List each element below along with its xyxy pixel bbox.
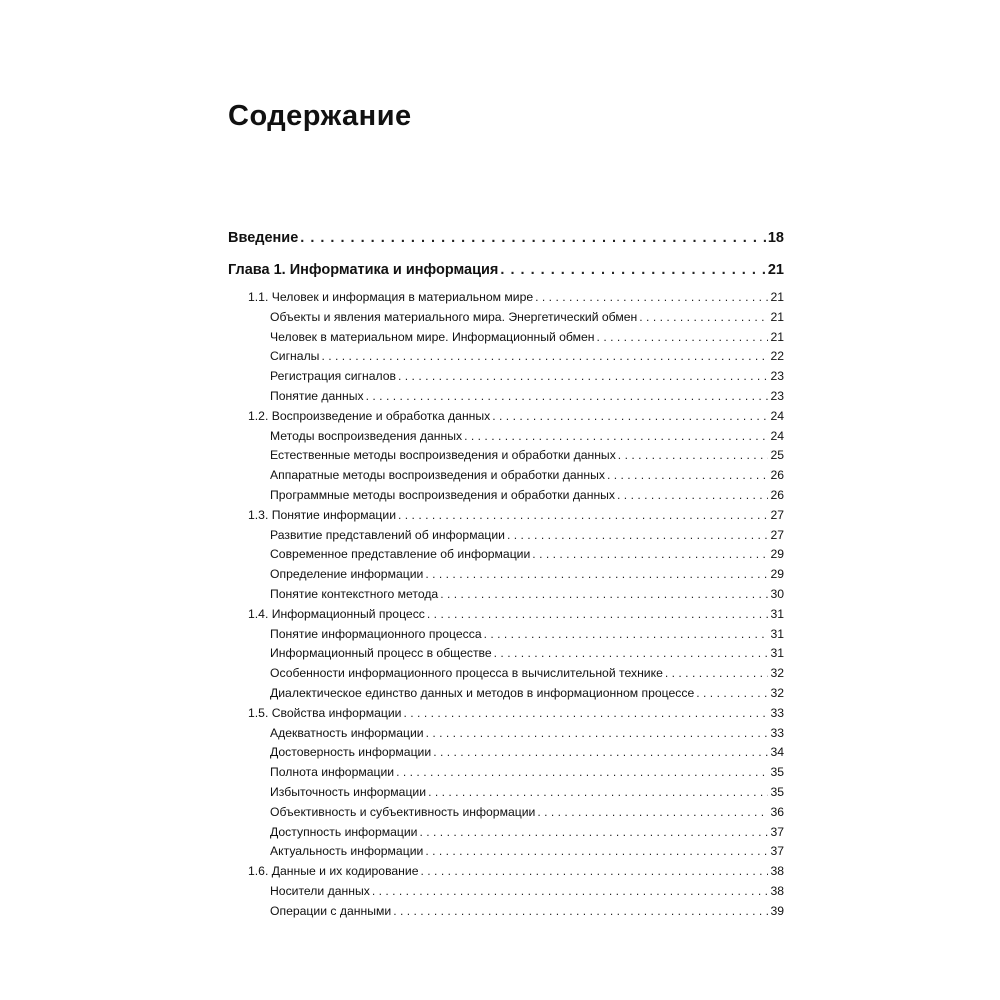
dot-leader	[639, 310, 768, 324]
dot-leader	[532, 547, 768, 561]
toc-entry-page: 21	[770, 329, 784, 344]
toc-entry-page: 18	[767, 230, 784, 246]
toc-subsection-entry[interactable]	[228, 726, 784, 746]
table-of-contents	[228, 230, 784, 924]
dot-leader	[607, 468, 769, 482]
toc-subsection-entry[interactable]	[228, 488, 784, 508]
toc-entry-label: Операции с данными	[270, 903, 392, 918]
dot-leader	[617, 488, 768, 502]
toc-entry-page: 22	[770, 349, 784, 364]
toc-entry-label: Введение	[228, 230, 299, 246]
dot-leader	[366, 389, 769, 403]
toc-entry-introduction[interactable]	[228, 230, 784, 256]
toc-entry-page: 38	[770, 864, 784, 879]
dot-leader	[433, 745, 768, 759]
toc-subsection-entry[interactable]	[228, 369, 784, 389]
toc-entry-page: 25	[770, 448, 784, 463]
toc-entry-label: Аппаратные методы воспроизведения и обработки данных	[270, 468, 605, 483]
toc-entry-label: Человек в материальном мире. Информационный обмен	[270, 329, 595, 344]
toc-subsection-entry[interactable]	[228, 884, 784, 904]
toc-entry-label: Современное представление об информации	[270, 547, 531, 562]
toc-entry-page: 21	[770, 290, 784, 304]
toc-entry-page: 33	[770, 725, 784, 740]
dot-leader	[425, 844, 768, 858]
dot-leader	[300, 230, 766, 246]
toc-section-entry[interactable]	[228, 864, 784, 884]
toc-entry-page: 31	[770, 626, 784, 641]
toc-entry-page: 26	[770, 487, 784, 502]
toc-subsection-entry[interactable]	[228, 330, 784, 350]
toc-entries-list	[228, 290, 784, 924]
dot-leader	[492, 409, 768, 423]
toc-entry-page: 34	[770, 745, 784, 760]
toc-entry-label: Объекты и явления материального мира. Энергетический обмен	[270, 309, 638, 324]
toc-subsection-entry[interactable]	[228, 627, 784, 647]
dot-leader	[398, 369, 768, 383]
toc-entry-page: 21	[770, 309, 784, 324]
toc-entry-label: Полнота информации	[270, 765, 395, 780]
toc-entry-label: Понятие информационного процесса	[270, 626, 482, 641]
toc-entry-label: Регистрация сигналов	[270, 369, 396, 384]
toc-subsection-entry[interactable]	[228, 785, 784, 805]
dot-leader	[421, 864, 769, 878]
toc-entry-page: 29	[770, 567, 784, 582]
toc-entry-page: 21	[767, 262, 784, 278]
toc-subsection-entry[interactable]	[228, 389, 784, 409]
toc-entry-label: Актуальность информации	[270, 844, 424, 859]
toc-subsection-entry[interactable]	[228, 468, 784, 488]
toc-entry-label: Избыточность информации	[270, 784, 427, 799]
dot-leader	[440, 587, 768, 601]
toc-entry-page: 24	[770, 408, 784, 423]
dot-leader	[398, 508, 768, 522]
dot-leader	[396, 765, 768, 779]
toc-subsection-entry[interactable]	[228, 646, 784, 666]
dot-leader	[321, 349, 768, 363]
dot-leader	[665, 666, 769, 680]
dot-leader	[494, 646, 769, 660]
toc-entry-page: 23	[770, 369, 784, 384]
toc-entry-page: 37	[770, 844, 784, 859]
toc-entry-label: Методы воспроизведения данных	[270, 428, 463, 443]
dot-leader	[404, 706, 769, 720]
toc-entry-page: 27	[770, 507, 784, 522]
toc-entry-label: Диалектическое единство данных и методов в информационном процессе	[270, 685, 695, 700]
dot-leader	[428, 785, 768, 799]
toc-entry-label: Определение информации	[270, 567, 424, 582]
toc-subsection-entry[interactable]	[228, 666, 784, 686]
toc-entry-page: 27	[770, 527, 784, 542]
toc-entry-label: 1.2. Воспроизведение и обработка данных	[248, 408, 491, 423]
toc-entry-label: Естественные методы воспроизведения и обработки данных	[270, 448, 616, 463]
toc-entry-label: Адекватность информации	[270, 725, 424, 740]
toc-subsection-entry[interactable]	[228, 349, 784, 369]
dot-leader	[393, 904, 768, 918]
dot-leader	[537, 805, 768, 819]
toc-entry-label: Информационный процесс в обществе	[270, 646, 492, 661]
toc-entry-label: Носители данных	[270, 883, 370, 898]
dot-leader	[372, 884, 769, 898]
toc-entry-page: 32	[770, 685, 784, 700]
toc-entry-label: Сигналы	[270, 349, 320, 364]
dot-leader	[425, 567, 768, 581]
toc-entry-label: Развитие представлений об информации	[270, 527, 505, 542]
dot-leader	[484, 627, 769, 641]
toc-entry-label: 1.6. Данные и их кодирование	[248, 864, 419, 879]
toc-entry-page: 26	[770, 468, 784, 483]
toc-section-entry[interactable]	[228, 508, 784, 528]
toc-section-entry[interactable]	[228, 290, 784, 310]
toc-entry-page: 31	[770, 646, 784, 661]
toc-entry-page: 39	[770, 903, 784, 918]
toc-subsection-entry[interactable]	[228, 904, 784, 924]
toc-entry-chapter-1[interactable]	[228, 262, 784, 290]
toc-entry-page: 29	[770, 547, 784, 562]
toc-subsection-entry[interactable]	[228, 429, 784, 449]
toc-section-entry[interactable]	[228, 706, 784, 726]
toc-entry-page: 31	[770, 606, 784, 621]
toc-entry-label: Объективность и субъективность информации	[270, 804, 536, 819]
dot-leader	[500, 262, 765, 278]
dot-leader	[618, 448, 769, 462]
toc-entry-label: 1.4. Информационный процесс	[248, 606, 425, 621]
toc-subsection-entry[interactable]	[228, 844, 784, 864]
toc-subsection-entry[interactable]	[228, 686, 784, 706]
toc-subsection-entry[interactable]	[228, 448, 784, 468]
toc-subsection-entry[interactable]	[228, 825, 784, 845]
dot-leader	[696, 686, 768, 700]
toc-entry-label: Доступность информации	[270, 824, 418, 839]
dot-leader	[419, 825, 768, 839]
toc-entry-label: 1.3. Понятие информации	[248, 507, 397, 522]
toc-entry-label: Особенности информационного процесса в вычислительной технике	[270, 666, 663, 681]
toc-entry-page: 35	[770, 784, 784, 799]
toc-subsection-entry[interactable]	[228, 310, 784, 330]
dot-leader	[535, 290, 768, 304]
toc-subsection-entry[interactable]	[228, 587, 784, 607]
toc-entry-page: 23	[770, 388, 784, 403]
toc-subsection-entry[interactable]	[228, 567, 784, 587]
toc-entry-page: 35	[770, 765, 784, 780]
toc-section-entry[interactable]	[228, 607, 784, 627]
toc-entry-label: Понятие данных	[270, 388, 364, 403]
toc-entry-page: 36	[770, 804, 784, 819]
toc-entry-page: 32	[770, 666, 784, 681]
toc-subsection-entry[interactable]	[228, 547, 784, 567]
dot-leader	[426, 726, 769, 740]
toc-entry-page: 30	[770, 586, 784, 601]
toc-subsection-entry[interactable]	[228, 765, 784, 785]
page-title: Содержание	[228, 100, 412, 132]
toc-entry-page: 37	[770, 824, 784, 839]
toc-entry-page: 33	[770, 705, 784, 720]
toc-entry-label: Достоверность информации	[270, 745, 432, 760]
toc-entry-label: Глава 1. Информатика и информация	[228, 262, 499, 278]
dot-leader	[427, 607, 769, 621]
dot-leader	[597, 330, 769, 344]
toc-entry-label: Понятие контекстного метода	[270, 586, 439, 601]
toc-entry-page: 38	[770, 883, 784, 898]
toc-section-entry[interactable]	[228, 409, 784, 429]
toc-entry-page: 24	[770, 428, 784, 443]
toc-subsection-entry[interactable]	[228, 528, 784, 548]
toc-entry-label: 1.5. Свойства информации	[248, 705, 402, 720]
dot-leader	[507, 528, 768, 542]
toc-entry-label: 1.1. Человек и информация в материальном мире	[248, 290, 534, 304]
toc-subsection-entry[interactable]	[228, 745, 784, 765]
dot-leader	[464, 429, 768, 443]
toc-subsection-entry[interactable]	[228, 805, 784, 825]
toc-entry-label: Программные методы воспроизведения и обработки данных	[270, 487, 616, 502]
